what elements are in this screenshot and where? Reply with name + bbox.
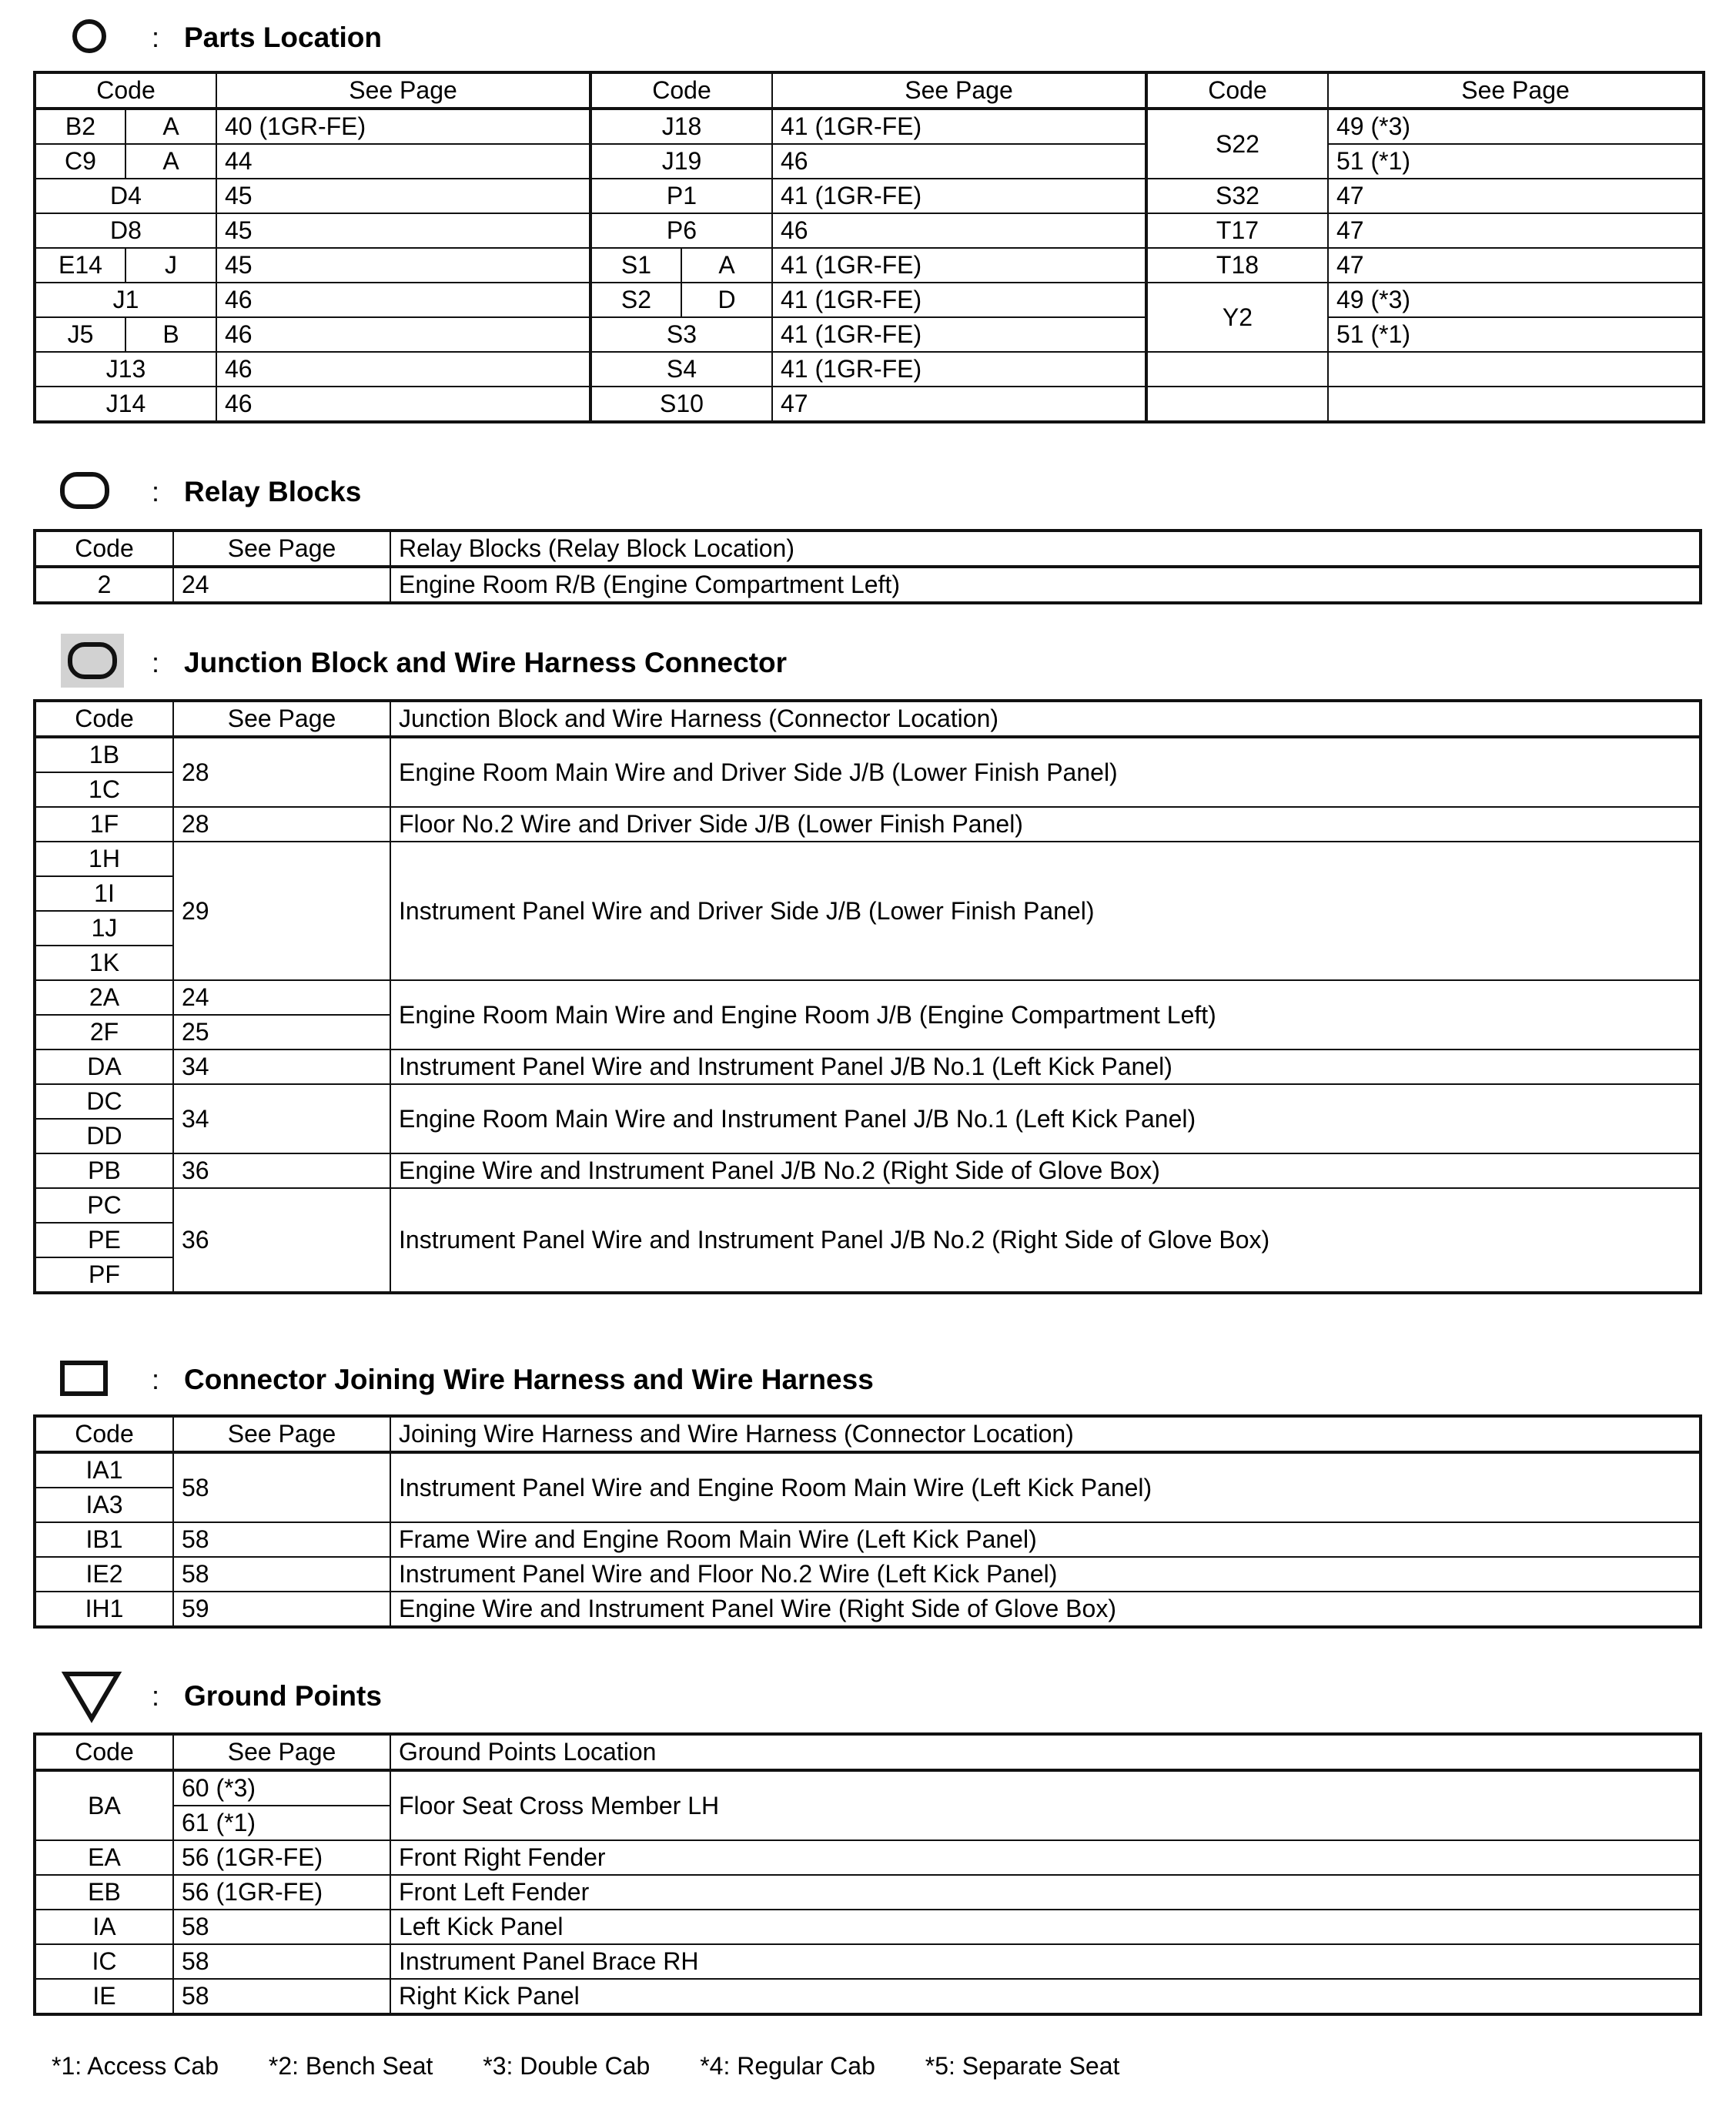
location-cell: Front Right Fender (390, 1840, 1701, 1875)
code-cell: IA (35, 1910, 173, 1944)
page-cell: 28 (173, 737, 390, 807)
table-row (35, 567, 1701, 603)
code-cell: S22 (1146, 109, 1328, 179)
page-cell: 45 (216, 179, 590, 213)
code-cell: 1B (35, 737, 173, 772)
table-row (35, 283, 1704, 317)
page-cell: 34 (173, 1084, 390, 1153)
header-location: Joining Wire Harness and Wire Harness (Connector Location) (390, 1416, 1701, 1452)
page-cell: 24 (173, 980, 390, 1015)
section-colon: : (152, 476, 160, 507)
page-cell: 45 (216, 248, 590, 283)
relay-blocks-section (33, 460, 1702, 604)
code-cell: 1I (35, 876, 173, 911)
connector-joining-section (33, 1348, 1702, 1629)
header-see-page: See Page (216, 72, 590, 109)
code-cell: DC (35, 1084, 173, 1119)
page-cell: 25 (173, 1015, 390, 1049)
section-title: Connector Joining Wire Harness and Wire Harness (184, 1364, 874, 1395)
location-cell: Frame Wire and Engine Room Main Wire (Left Kick Panel) (390, 1522, 1701, 1557)
header-location: Ground Points Location (390, 1734, 1701, 1770)
code-cell: 1F (35, 807, 173, 842)
page-cell: 36 (173, 1188, 390, 1293)
location-cell: Engine Room R/B (Engine Compartment Left) (390, 567, 1701, 603)
code-cell: PE (35, 1223, 173, 1257)
sub-code-cell: A (125, 109, 216, 144)
empty-cell (1328, 352, 1704, 387)
code-cell: IC (35, 1944, 173, 1979)
page-cell: 58 (173, 1944, 390, 1979)
header-code: Code (590, 72, 772, 109)
code-cell: P1 (590, 179, 772, 213)
code-cell: PC (35, 1188, 173, 1223)
table-row (35, 1875, 1701, 1910)
ground-points-table (33, 1732, 1702, 2016)
code-cell: J1 (35, 283, 216, 317)
code-cell: B2 (35, 109, 125, 144)
header-code: Code (1146, 72, 1328, 109)
location-cell: Instrument Panel Brace RH (390, 1944, 1701, 1979)
page-cell: 59 (173, 1592, 390, 1627)
connector-joining-table (33, 1414, 1702, 1629)
table-header-row (35, 72, 1704, 109)
location-cell: Engine Wire and Instrument Panel Wire (Right Side of Glove Box) (390, 1592, 1701, 1627)
shaded-rounded-rect-symbol-icon (67, 641, 118, 681)
parts-location-table (33, 71, 1705, 423)
page-cell: 46 (216, 387, 590, 422)
section-header (33, 631, 1702, 693)
page-cell: 61 (*1) (173, 1806, 390, 1840)
section-title: Relay Blocks (184, 476, 362, 507)
section-header (33, 1348, 1702, 1410)
table-row (35, 352, 1704, 387)
code-cell: J14 (35, 387, 216, 422)
ground-points-section (33, 1665, 1702, 2016)
code-cell: IA3 (35, 1488, 173, 1522)
footnote: *5: Separate Seat (925, 2052, 1120, 2080)
table-row (35, 248, 1704, 283)
rectangle-symbol-icon (59, 1360, 110, 1398)
table-row (35, 1049, 1701, 1084)
table-row (35, 144, 1704, 179)
code-cell: PB (35, 1153, 173, 1188)
code-cell: 2 (35, 567, 173, 603)
code-cell: IE2 (35, 1557, 173, 1592)
page-cell: 45 (216, 213, 590, 248)
code-cell: D8 (35, 213, 216, 248)
page-cell: 56 (1GR-FE) (173, 1875, 390, 1910)
header-see-page: See Page (173, 1416, 390, 1452)
circle-symbol-icon (70, 17, 109, 55)
code-cell: PF (35, 1257, 173, 1293)
sub-code-cell: A (125, 144, 216, 179)
code-cell: J18 (590, 109, 772, 144)
code-cell: 1J (35, 911, 173, 946)
header-code: Code (35, 1416, 173, 1452)
code-cell: D4 (35, 179, 216, 213)
page-cell: 24 (173, 567, 390, 603)
code-cell: EA (35, 1840, 173, 1875)
code-cell: S10 (590, 387, 772, 422)
table-row (35, 1153, 1701, 1188)
table-row (35, 980, 1701, 1015)
location-cell: Right Kick Panel (390, 1979, 1701, 2014)
parts-location-section (33, 6, 1702, 423)
page-cell: 58 (173, 1557, 390, 1592)
code-cell: Y2 (1146, 283, 1328, 352)
empty-cell (1328, 387, 1704, 422)
table-row (35, 1084, 1701, 1119)
header-see-page: See Page (173, 531, 390, 567)
sub-code-cell: B (125, 317, 216, 352)
section-colon: : (152, 1364, 160, 1395)
table-header-row (35, 1734, 1701, 1770)
footnote: *4: Regular Cab (700, 2052, 875, 2080)
section-title: Junction Block and Wire Harness Connector (184, 647, 787, 678)
table-row (35, 109, 1704, 144)
location-cell: Engine Room Main Wire and Engine Room J/B (Engine Compartment Left) (390, 980, 1701, 1049)
page-cell: 34 (173, 1049, 390, 1084)
empty-cell (1146, 352, 1328, 387)
code-cell: IB1 (35, 1522, 173, 1557)
page-cell: 28 (173, 807, 390, 842)
location-cell: Engine Room Main Wire and Instrument Panel J/B No.1 (Left Kick Panel) (390, 1084, 1701, 1153)
table-header-row (35, 531, 1701, 567)
page-cell: 41 (1GR-FE) (772, 179, 1146, 213)
page-cell: 29 (173, 842, 390, 980)
page-cell: 46 (216, 317, 590, 352)
table-row (35, 1840, 1701, 1875)
page-cell: 58 (173, 1522, 390, 1557)
page-cell: 47 (1328, 179, 1704, 213)
header-see-page: See Page (1328, 72, 1704, 109)
page-cell: 49 (*3) (1328, 109, 1704, 144)
junction-block-table (33, 699, 1702, 1294)
page-cell: 58 (173, 1910, 390, 1944)
sub-code-cell: A (681, 248, 772, 283)
footnote: *3: Double Cab (483, 2052, 651, 2080)
footnote: *1: Access Cab (52, 2052, 219, 2080)
location-cell: Instrument Panel Wire and Engine Room Main Wire (Left Kick Panel) (390, 1452, 1701, 1522)
table-row (35, 213, 1704, 248)
section-header (33, 6, 1702, 68)
table-row (35, 387, 1704, 422)
page-cell: 41 (1GR-FE) (772, 317, 1146, 352)
page-cell: 46 (216, 283, 590, 317)
code-cell: T18 (1146, 248, 1328, 283)
code-cell: 1K (35, 946, 173, 980)
code-cell: 2A (35, 980, 173, 1015)
code-cell: P6 (590, 213, 772, 248)
page-cell: 46 (772, 144, 1146, 179)
page-cell: 44 (216, 144, 590, 179)
page-cell: 46 (216, 352, 590, 387)
header-see-page: See Page (173, 1734, 390, 1770)
code-cell: S3 (590, 317, 772, 352)
header-code: Code (35, 531, 173, 567)
page-cell: 40 (1GR-FE) (216, 109, 590, 144)
page-cell: 41 (1GR-FE) (772, 109, 1146, 144)
location-cell: Instrument Panel Wire and Instrument Panel J/B No.1 (Left Kick Panel) (390, 1049, 1701, 1084)
code-cell: S1 (590, 248, 681, 283)
table-row (35, 1770, 1701, 1806)
code-cell: 1C (35, 772, 173, 807)
page-cell: 58 (173, 1979, 390, 2014)
table-row (35, 179, 1704, 213)
relay-blocks-table (33, 529, 1702, 604)
table-row (35, 317, 1704, 352)
location-cell: Floor Seat Cross Member LH (390, 1770, 1701, 1840)
code-cell: BA (35, 1770, 173, 1840)
code-cell: J13 (35, 352, 216, 387)
location-cell: Engine Room Main Wire and Driver Side J/B (Lower Finish Panel) (390, 737, 1701, 807)
code-cell: S32 (1146, 179, 1328, 213)
page-cell: 46 (772, 213, 1146, 248)
code-cell: C9 (35, 144, 125, 179)
section-header (33, 460, 1702, 522)
code-cell: EB (35, 1875, 173, 1910)
header-location: Relay Blocks (Relay Block Location) (390, 531, 1701, 567)
page-cell: 41 (1GR-FE) (772, 352, 1146, 387)
code-cell: IE (35, 1979, 173, 2014)
empty-cell (1146, 387, 1328, 422)
page-cell: 56 (1GR-FE) (173, 1840, 390, 1875)
location-cell: Front Left Fender (390, 1875, 1701, 1910)
table-row (35, 1979, 1701, 2014)
page-cell: 47 (772, 387, 1146, 422)
page-cell: 41 (1GR-FE) (772, 283, 1146, 317)
code-cell: 1H (35, 842, 173, 876)
code-cell: S4 (590, 352, 772, 387)
section-colon: : (152, 22, 160, 53)
header-see-page: See Page (772, 72, 1146, 109)
page-cell: 41 (1GR-FE) (772, 248, 1146, 283)
rounded-rect-symbol-icon (59, 471, 110, 511)
code-cell: DA (35, 1049, 173, 1084)
page-cell: 47 (1328, 248, 1704, 283)
table-row (35, 1522, 1701, 1557)
table-header-row (35, 701, 1701, 737)
page-cell: 51 (*1) (1328, 144, 1704, 179)
table-row (35, 1910, 1701, 1944)
sub-code-cell: D (681, 283, 772, 317)
page-cell: 49 (*3) (1328, 283, 1704, 317)
table-row (35, 1452, 1701, 1488)
header-location: Junction Block and Wire Harness (Connector Location) (390, 701, 1701, 737)
location-cell: Left Kick Panel (390, 1910, 1701, 1944)
header-code: Code (35, 1734, 173, 1770)
triangle-symbol-icon (61, 1669, 122, 1723)
code-cell: IA1 (35, 1452, 173, 1488)
code-cell: IH1 (35, 1592, 173, 1627)
table-row (35, 842, 1701, 876)
footnotes (52, 2052, 1162, 2081)
header-see-page: See Page (173, 701, 390, 737)
footnote: *2: Bench Seat (268, 2052, 433, 2080)
header-code: Code (35, 72, 216, 109)
location-cell: Instrument Panel Wire and Instrument Panel J/B No.2 (Right Side of Glove Box) (390, 1188, 1701, 1293)
location-cell: Engine Wire and Instrument Panel J/B No.2 (Right Side of Glove Box) (390, 1153, 1701, 1188)
table-row (35, 1188, 1701, 1223)
location-cell: Instrument Panel Wire and Floor No.2 Wire (Left Kick Panel) (390, 1557, 1701, 1592)
code-cell: S2 (590, 283, 681, 317)
header-code: Code (35, 701, 173, 737)
section-header (33, 1665, 1702, 1726)
page-cell: 58 (173, 1452, 390, 1522)
code-cell: DD (35, 1119, 173, 1153)
table-row (35, 1944, 1701, 1979)
page-cell: 60 (*3) (173, 1770, 390, 1806)
table-row (35, 807, 1701, 842)
location-cell: Floor No.2 Wire and Driver Side J/B (Lower Finish Panel) (390, 807, 1701, 842)
section-colon: : (152, 647, 160, 678)
junction-block-section (33, 631, 1702, 1294)
page-cell: 51 (*1) (1328, 317, 1704, 352)
code-cell: 2F (35, 1015, 173, 1049)
table-header-row (35, 1416, 1701, 1452)
section-title: Ground Points (184, 1680, 382, 1712)
section-colon: : (152, 1680, 160, 1712)
code-cell: J5 (35, 317, 125, 352)
page-cell: 36 (173, 1153, 390, 1188)
code-cell: T17 (1146, 213, 1328, 248)
page-cell: 47 (1328, 213, 1704, 248)
table-row (35, 1557, 1701, 1592)
code-cell: J19 (590, 144, 772, 179)
code-cell: E14 (35, 248, 125, 283)
section-title: Parts Location (184, 22, 382, 53)
table-row (35, 737, 1701, 772)
table-row (35, 1592, 1701, 1627)
location-cell: Instrument Panel Wire and Driver Side J/B (Lower Finish Panel) (390, 842, 1701, 980)
sub-code-cell: J (125, 248, 216, 283)
